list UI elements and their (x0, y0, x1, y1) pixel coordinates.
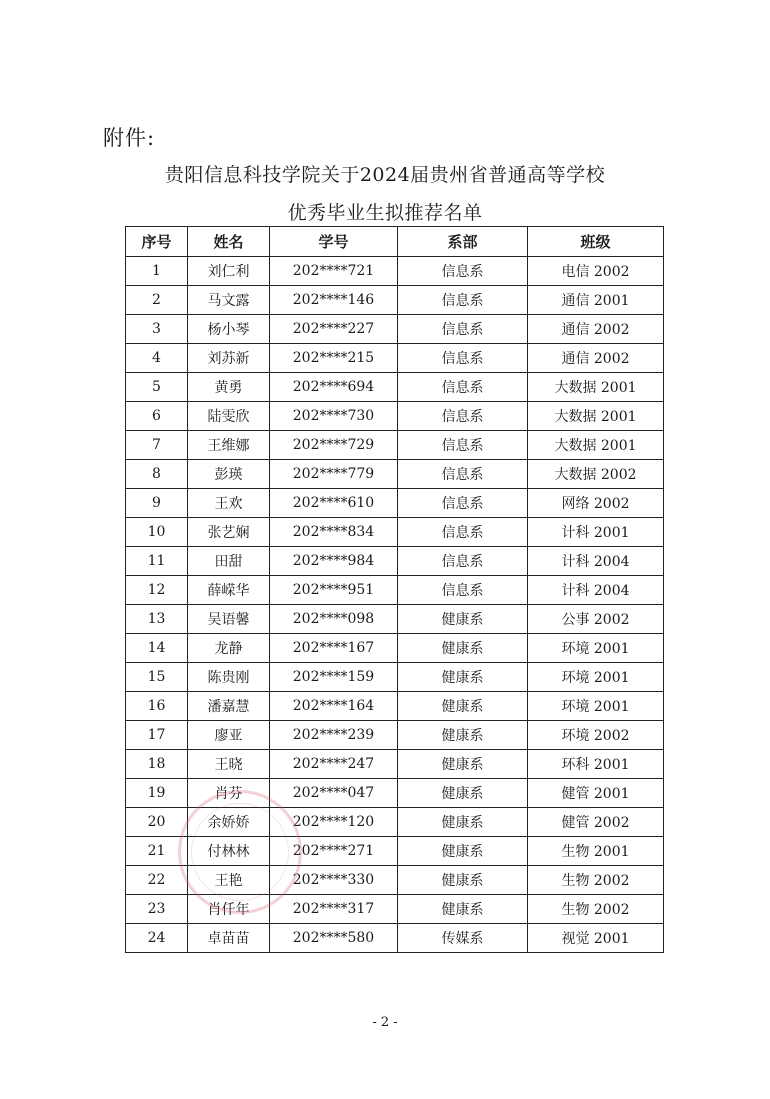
cell-class: 通信 2002 (528, 315, 664, 344)
cell-student-id: 202****694 (270, 373, 398, 402)
cell-department: 信息系 (398, 518, 528, 547)
table-row (126, 808, 664, 837)
cell-student-id: 202****159 (270, 663, 398, 692)
cell-name: 陆雯欣 (188, 402, 270, 431)
cell-department: 信息系 (398, 431, 528, 460)
cell-department: 健康系 (398, 837, 528, 866)
cell-department: 健康系 (398, 692, 528, 721)
cell-name: 王晓 (188, 750, 270, 779)
cell-index: 13 (126, 605, 188, 634)
cell-student-id: 202****779 (270, 460, 398, 489)
cell-name: 王维娜 (188, 431, 270, 460)
cell-name: 潘嘉慧 (188, 692, 270, 721)
cell-index: 11 (126, 547, 188, 576)
cell-department: 健康系 (398, 866, 528, 895)
cell-student-id: 202****610 (270, 489, 398, 518)
attachment-label: 附件: (103, 126, 156, 150)
cell-index: 19 (126, 779, 188, 808)
cell-department: 信息系 (398, 286, 528, 315)
cell-index: 16 (126, 692, 188, 721)
cell-student-id: 202****317 (270, 895, 398, 924)
cell-department: 信息系 (398, 315, 528, 344)
cell-class: 环境 2002 (528, 721, 664, 750)
cell-student-id: 202****729 (270, 431, 398, 460)
table-row (126, 489, 664, 518)
cell-class: 生物 2002 (528, 895, 664, 924)
cell-student-id: 202****247 (270, 750, 398, 779)
table-row (126, 895, 664, 924)
cell-student-id: 202****098 (270, 605, 398, 634)
cell-department: 信息系 (398, 547, 528, 576)
table-row (126, 692, 664, 721)
cell-class: 环境 2001 (528, 634, 664, 663)
page-number: - 2 - (372, 1015, 398, 1030)
cell-class: 环境 2001 (528, 692, 664, 721)
table-row (126, 547, 664, 576)
cell-name: 张艺娴 (188, 518, 270, 547)
cell-name: 陈贵刚 (188, 663, 270, 692)
cell-index: 12 (126, 576, 188, 605)
cell-student-id: 202****167 (270, 634, 398, 663)
table-header-row (126, 227, 664, 257)
cell-name: 刘仁利 (188, 257, 270, 286)
cell-index: 10 (126, 518, 188, 547)
table-row (126, 286, 664, 315)
table-row (126, 779, 664, 808)
cell-department: 信息系 (398, 344, 528, 373)
cell-student-id: 202****730 (270, 402, 398, 431)
cell-index: 4 (126, 344, 188, 373)
cell-department: 健康系 (398, 808, 528, 837)
column-header-index: 序号 (126, 227, 188, 257)
cell-student-id: 202****580 (270, 924, 398, 953)
cell-index: 9 (126, 489, 188, 518)
cell-name: 廖亚 (188, 721, 270, 750)
cell-class: 大数据 2002 (528, 460, 664, 489)
cell-class: 视觉 2001 (528, 924, 664, 953)
cell-index: 22 (126, 866, 188, 895)
cell-department: 信息系 (398, 460, 528, 489)
cell-student-id: 202****721 (270, 257, 398, 286)
cell-student-id: 202****834 (270, 518, 398, 547)
cell-index: 23 (126, 895, 188, 924)
cell-student-id: 202****330 (270, 866, 398, 895)
cell-class: 通信 2002 (528, 344, 664, 373)
cell-index: 20 (126, 808, 188, 837)
table-row (126, 721, 664, 750)
document-title-line2: 优秀毕业生拟推荐名单 (287, 202, 483, 224)
cell-index: 6 (126, 402, 188, 431)
column-header-class: 班级 (528, 227, 664, 257)
cell-department: 健康系 (398, 750, 528, 779)
cell-department: 健康系 (398, 895, 528, 924)
cell-name: 彭瑛 (188, 460, 270, 489)
table-row (126, 750, 664, 779)
cell-name: 吴语馨 (188, 605, 270, 634)
table-body (126, 257, 664, 953)
cell-department: 健康系 (398, 605, 528, 634)
cell-department: 信息系 (398, 257, 528, 286)
cell-class: 公事 2002 (528, 605, 664, 634)
cell-name: 王欢 (188, 489, 270, 518)
table-row (126, 402, 664, 431)
cell-name: 龙静 (188, 634, 270, 663)
cell-index: 18 (126, 750, 188, 779)
cell-class: 健管 2002 (528, 808, 664, 837)
cell-department: 信息系 (398, 576, 528, 605)
cell-class: 健管 2001 (528, 779, 664, 808)
cell-student-id: 202****271 (270, 837, 398, 866)
cell-class: 计科 2004 (528, 547, 664, 576)
table-row (126, 866, 664, 895)
cell-student-id: 202****047 (270, 779, 398, 808)
cell-index: 2 (126, 286, 188, 315)
table-row (126, 315, 664, 344)
table-row (126, 460, 664, 489)
cell-name: 卓苗苗 (188, 924, 270, 953)
column-header-department: 系部 (398, 227, 528, 257)
table-row (126, 924, 664, 953)
cell-name: 刘苏新 (188, 344, 270, 373)
cell-class: 电信 2002 (528, 257, 664, 286)
cell-student-id: 202****984 (270, 547, 398, 576)
table-row (126, 837, 664, 866)
cell-name: 肖仟年 (188, 895, 270, 924)
cell-department: 健康系 (398, 663, 528, 692)
table-row (126, 634, 664, 663)
cell-name: 王艳 (188, 866, 270, 895)
cell-class: 环境 2001 (528, 663, 664, 692)
recommendation-table (125, 226, 664, 953)
cell-index: 14 (126, 634, 188, 663)
column-header-student-id: 学号 (270, 227, 398, 257)
cell-index: 21 (126, 837, 188, 866)
cell-department: 信息系 (398, 489, 528, 518)
cell-index: 15 (126, 663, 188, 692)
cell-class: 计科 2001 (528, 518, 664, 547)
cell-class: 通信 2001 (528, 286, 664, 315)
table-row (126, 576, 664, 605)
cell-name: 黄勇 (188, 373, 270, 402)
cell-department: 健康系 (398, 634, 528, 663)
cell-class: 环科 2001 (528, 750, 664, 779)
cell-name: 肖芬 (188, 779, 270, 808)
cell-department: 传媒系 (398, 924, 528, 953)
cell-student-id: 202****215 (270, 344, 398, 373)
cell-student-id: 202****146 (270, 286, 398, 315)
cell-student-id: 202****951 (270, 576, 398, 605)
cell-class: 大数据 2001 (528, 402, 664, 431)
cell-index: 24 (126, 924, 188, 953)
column-header-name: 姓名 (188, 227, 270, 257)
cell-name: 杨小琴 (188, 315, 270, 344)
cell-department: 健康系 (398, 779, 528, 808)
cell-student-id: 202****239 (270, 721, 398, 750)
cell-name: 田甜 (188, 547, 270, 576)
table-row (126, 373, 664, 402)
cell-class: 生物 2002 (528, 866, 664, 895)
table-row (126, 518, 664, 547)
cell-index: 3 (126, 315, 188, 344)
table-row (126, 663, 664, 692)
cell-index: 7 (126, 431, 188, 460)
cell-name: 薛嵘华 (188, 576, 270, 605)
cell-class: 网络 2002 (528, 489, 664, 518)
cell-department: 信息系 (398, 402, 528, 431)
cell-name: 余娇娇 (188, 808, 270, 837)
cell-department: 信息系 (398, 373, 528, 402)
table-row (126, 605, 664, 634)
cell-index: 8 (126, 460, 188, 489)
cell-name: 付林林 (188, 837, 270, 866)
cell-name: 马文露 (188, 286, 270, 315)
table-row (126, 431, 664, 460)
cell-index: 1 (126, 257, 188, 286)
cell-class: 大数据 2001 (528, 431, 664, 460)
cell-department: 健康系 (398, 721, 528, 750)
document-title-line1: 贵阳信息科技学院关于2024届贵州省普通高等学校 (164, 164, 606, 186)
cell-student-id: 202****227 (270, 315, 398, 344)
cell-student-id: 202****164 (270, 692, 398, 721)
cell-class: 生物 2001 (528, 837, 664, 866)
cell-class: 计科 2004 (528, 576, 664, 605)
cell-class: 大数据 2001 (528, 373, 664, 402)
cell-index: 17 (126, 721, 188, 750)
table-row (126, 257, 664, 286)
table-row (126, 344, 664, 373)
cell-index: 5 (126, 373, 188, 402)
cell-student-id: 202****120 (270, 808, 398, 837)
